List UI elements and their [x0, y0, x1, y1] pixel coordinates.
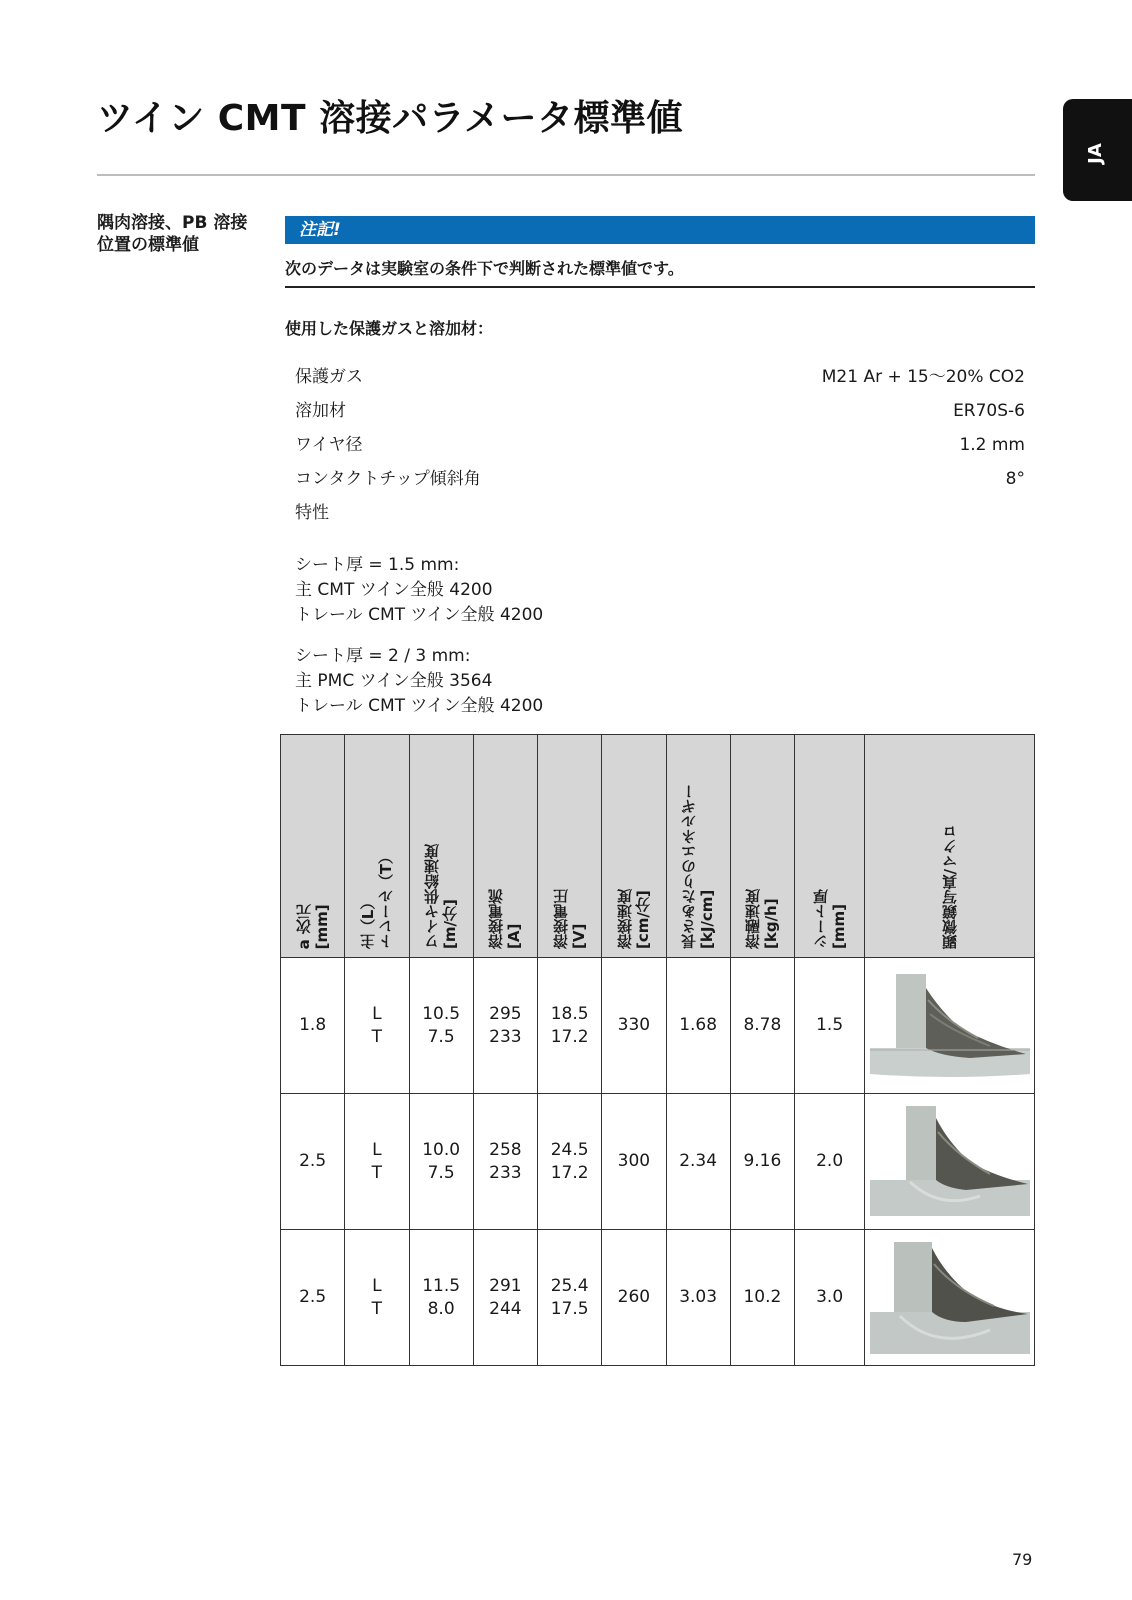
- param-row-tip-angle: [295, 462, 1025, 496]
- sheet-thickness-block-2: [295, 641, 1025, 716]
- weld-macro-image: [870, 970, 1030, 1082]
- header-voltage-unit: [V]: [569, 923, 588, 949]
- cell-voltage-trail: 17.2: [550, 1026, 589, 1047]
- param-value: 8°: [1005, 469, 1025, 489]
- cell-a-dimension: 2.5: [281, 1230, 345, 1366]
- cell-deposition: 10.2: [730, 1230, 794, 1366]
- block-lead-label: 主: [295, 671, 312, 691]
- header-current-label: 溶接電流: [487, 889, 506, 949]
- header-lead-label: 主（L）: [358, 894, 377, 949]
- cell-trail: T: [371, 1026, 383, 1047]
- cell-current-lead: 258: [489, 1139, 522, 1160]
- table-row: [281, 1094, 1035, 1230]
- block-lead-label: 主: [295, 580, 312, 600]
- cell-deposition: 8.78: [730, 958, 794, 1094]
- note-text: 次のデータは実験室の条件下で判断された標準値です。: [285, 259, 684, 278]
- page-title: ツイン CMT 溶接パラメータ標準値: [97, 98, 683, 139]
- cell-macro: [865, 1094, 1035, 1230]
- header-sheet-thickness: [795, 735, 865, 958]
- header-travel-speed: [602, 735, 666, 958]
- note-banner: [285, 216, 1035, 244]
- cell-voltage: [538, 1230, 602, 1366]
- block-trail-row: [295, 691, 1025, 716]
- language-tab: [1063, 99, 1132, 201]
- cell-sheet-thickness: 1.5: [795, 958, 865, 1094]
- welding-parameter-table: [280, 734, 1035, 1366]
- header-current-unit: [A]: [505, 923, 524, 949]
- cell-current-trail: 233: [489, 1162, 522, 1183]
- header-lead-trail: [345, 735, 409, 958]
- block-heading: シート厚 = 1.5 mm:: [295, 555, 460, 575]
- header-current: [473, 735, 537, 958]
- cell-energy: 1.68: [666, 958, 730, 1094]
- block-trail-value: CMT ツイン全般 4200: [368, 696, 544, 716]
- cell-trail: T: [371, 1162, 383, 1183]
- cell-lead-trail: [345, 1094, 409, 1230]
- cell-sheet-thickness: 3.0: [795, 1230, 865, 1366]
- cell-wire-feed-lead: 11.5: [422, 1275, 461, 1296]
- parameter-list: [295, 360, 1025, 530]
- cell-travel-speed: 330: [602, 958, 666, 1094]
- block-trail-row: [295, 600, 1025, 625]
- table-row: [281, 958, 1035, 1094]
- block-heading: シート厚 = 2 / 3 mm:: [295, 646, 471, 666]
- param-label: 溶加材: [295, 401, 346, 421]
- cell-travel-speed: 260: [602, 1230, 666, 1366]
- cell-energy: 2.34: [666, 1094, 730, 1230]
- block-trail-value: CMT ツイン全般 4200: [368, 605, 544, 625]
- block-lead-row: [295, 575, 1025, 600]
- cell-voltage-lead: 24.5: [550, 1139, 589, 1160]
- block-trail-label: トレール: [295, 696, 363, 716]
- param-row-filler: [295, 394, 1025, 428]
- block-trail-label: トレール: [295, 605, 363, 625]
- cell-voltage-trail: 17.5: [550, 1298, 589, 1319]
- cell-current-trail: 233: [489, 1026, 522, 1047]
- header-a-dimension-unit: [mm]: [312, 904, 331, 949]
- cell-current-lead: 291: [489, 1275, 522, 1296]
- param-row-characteristic: [295, 496, 1025, 530]
- cell-lead: L: [372, 1139, 382, 1160]
- cell-a-dimension: 1.8: [281, 958, 345, 1094]
- header-deposition: [730, 735, 794, 958]
- header-energy-unit: [kJ/cm]: [698, 889, 717, 949]
- cell-wire-feed: [409, 1094, 473, 1230]
- param-label: 特性: [295, 503, 329, 523]
- header-deposition-label: 溶融速度: [744, 889, 763, 949]
- header-macro-label: 顕微鏡写真/マクロ: [940, 823, 959, 949]
- header-macro: [865, 735, 1035, 958]
- weld-macro-image: [870, 1106, 1030, 1218]
- cell-travel-speed: 300: [602, 1094, 666, 1230]
- side-heading-line-1: 隅肉溶接、PB 溶接: [97, 213, 248, 233]
- cell-wire-feed-lead: 10.5: [422, 1003, 461, 1024]
- cell-voltage: [538, 958, 602, 1094]
- param-value: ER70S-6: [953, 401, 1025, 421]
- cell-macro: [865, 1230, 1035, 1366]
- block-lead-value: CMT ツイン全般 4200: [317, 580, 493, 600]
- header-a-dimension-label: a 次元: [294, 903, 313, 949]
- section-side-heading: [97, 212, 267, 256]
- param-row-wire-diameter: [295, 428, 1025, 462]
- weld-macro-image: [870, 1242, 1030, 1354]
- sheet-thickness-block-1: [295, 550, 1025, 625]
- cell-deposition: 9.16: [730, 1094, 794, 1230]
- param-value: 1.2 mm: [959, 435, 1025, 455]
- cell-wire-feed-lead: 10.0: [422, 1139, 461, 1160]
- header-wire-feed-unit: [m/分]: [441, 899, 460, 949]
- page-number: 79: [1012, 1550, 1033, 1569]
- cell-lead: L: [372, 1003, 382, 1024]
- cell-lead: L: [372, 1275, 382, 1296]
- note-label: 注記!: [299, 220, 341, 240]
- param-label: 保護ガス: [295, 367, 363, 387]
- cell-trail: T: [371, 1298, 383, 1319]
- cell-voltage-lead: 18.5: [550, 1003, 589, 1024]
- header-voltage: [538, 735, 602, 958]
- block-lead-value: PMC ツイン全般 3564: [317, 671, 493, 691]
- block-lead-row: [295, 666, 1025, 691]
- side-heading-line-2: 位置の標準値: [97, 235, 199, 255]
- cell-current-trail: 244: [489, 1298, 522, 1319]
- cell-macro: [865, 958, 1035, 1094]
- cell-energy: 3.03: [666, 1230, 730, 1366]
- header-travel-speed-unit: [cm/分]: [633, 890, 652, 949]
- cell-current: [473, 958, 537, 1094]
- header-a-dimension: [281, 735, 345, 958]
- cell-voltage-lead: 25.4: [550, 1275, 589, 1296]
- cell-current: [473, 1094, 537, 1230]
- cell-wire-feed-trail: 7.5: [427, 1026, 455, 1047]
- cell-sheet-thickness: 2.0: [795, 1094, 865, 1230]
- cell-wire-feed-trail: 7.5: [427, 1162, 455, 1183]
- cell-wire-feed: [409, 958, 473, 1094]
- header-voltage-label: 溶接電圧: [551, 889, 570, 949]
- header-energy: [666, 735, 730, 958]
- gas-filler-subheading: 使用した保護ガスと溶加材：: [285, 319, 494, 338]
- header-travel-speed-label: 溶接速度: [615, 889, 634, 949]
- cell-a-dimension: 2.5: [281, 1094, 345, 1230]
- param-value: M21 Ar + 15〜20% CO2: [821, 367, 1025, 387]
- header-sheet-thickness-label: シート厚: [811, 889, 830, 949]
- cell-current: [473, 1230, 537, 1366]
- param-label: コンタクトチップ傾斜角: [295, 469, 481, 489]
- cell-voltage-trail: 17.2: [550, 1162, 589, 1183]
- cell-current-lead: 295: [489, 1003, 522, 1024]
- table-header-row: [281, 735, 1035, 958]
- header-wire-feed: [409, 735, 473, 958]
- language-tab-label: JA: [1084, 143, 1106, 164]
- header-deposition-unit: [kg/h]: [762, 898, 781, 949]
- cell-wire-feed-trail: 8.0: [427, 1298, 455, 1319]
- header-wire-feed-label: ワイヤ供給速度: [423, 844, 442, 949]
- table-row: [281, 1230, 1035, 1366]
- cell-lead-trail: [345, 1230, 409, 1366]
- cell-voltage: [538, 1094, 602, 1230]
- cell-wire-feed: [409, 1230, 473, 1366]
- header-trail-label: トレール（T）: [376, 848, 395, 949]
- header-energy-label: 長さあたりのエネルギー: [680, 784, 699, 949]
- param-label: ワイヤ径: [295, 435, 363, 455]
- cell-lead-trail: [345, 958, 409, 1094]
- header-sheet-thickness-unit: [mm]: [829, 904, 848, 949]
- title-divider: [97, 174, 1035, 176]
- param-row-shielding-gas: [295, 360, 1025, 394]
- note-divider: [285, 286, 1035, 288]
